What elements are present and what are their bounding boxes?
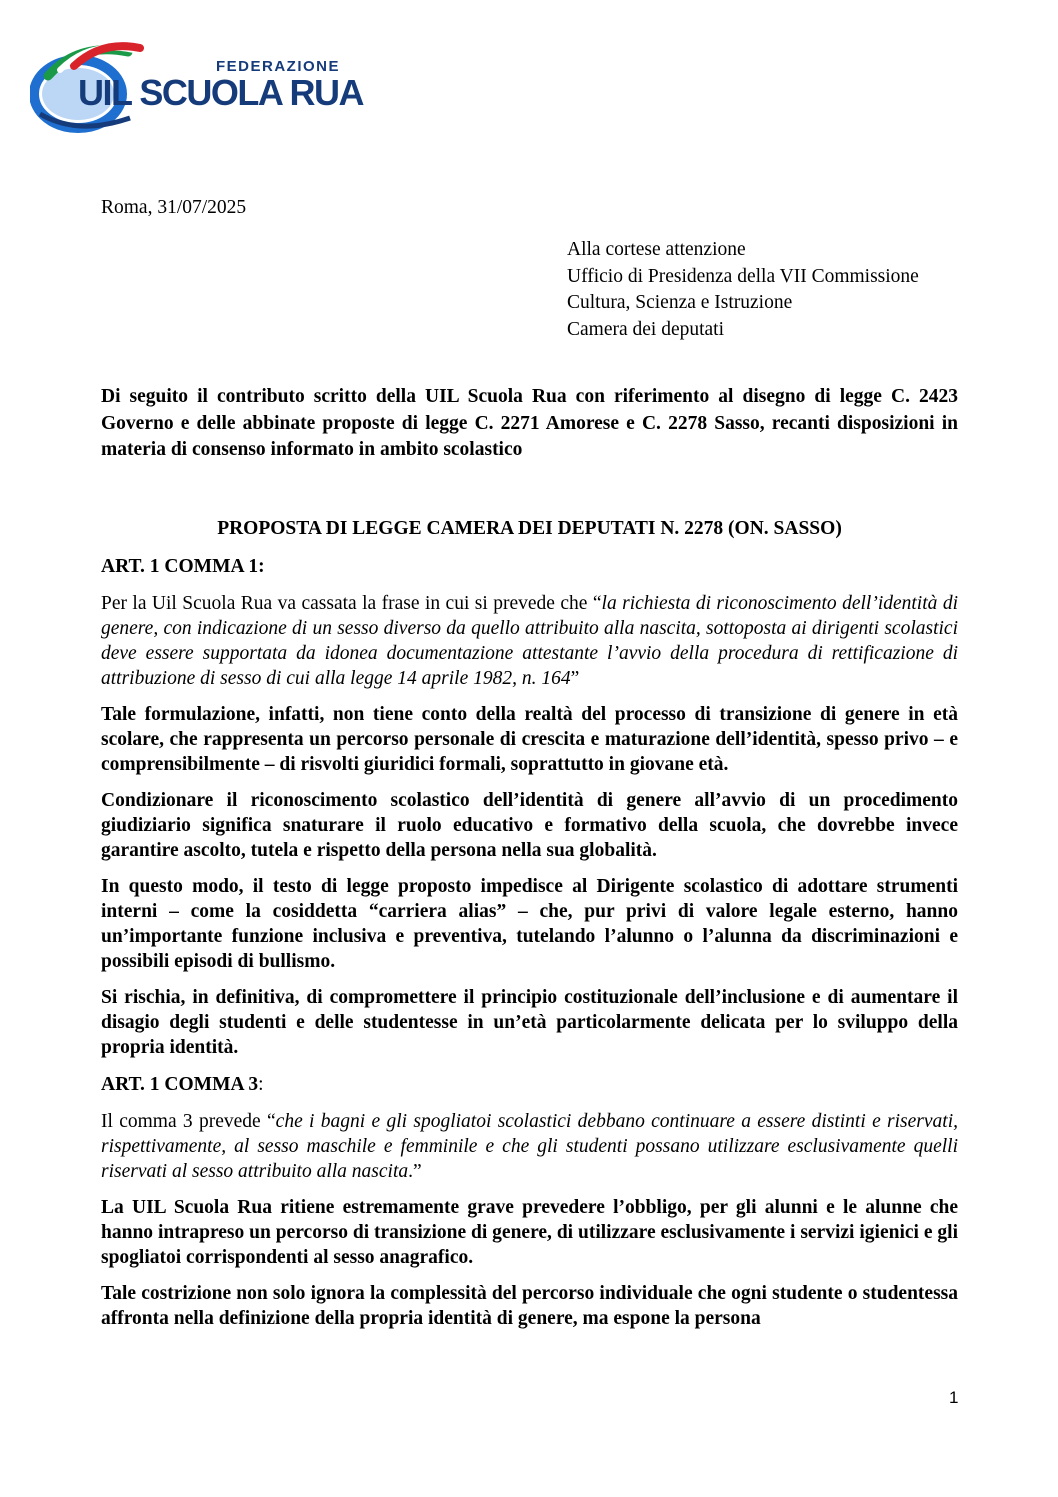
intro-paragraph: Di seguito il contributo scritto della UIL Scuola Rua con riferimento al disegno di legge C. 2423 Governo e delle abbinate proposte di legge C. 2271 Amorese e C. 2278 Sasso, recanti disposizioni in materia di consenso informato in ambito scolastico bbox=[101, 386, 958, 460]
art1-paragraph: Si rischia, in definitiva, di compromettere il principio costituzionale dell’inclusione e di aumentare il disagio degli studenti e delle studentesse in un’età particolarmente delicata per lo sviluppo della propria identità. bbox=[101, 986, 958, 1058]
art1-quote-paragraph bbox=[101, 591, 958, 691]
art-heading-text: ART. 1 COMMA 3 bbox=[101, 1073, 259, 1095]
address-line: Ufficio di Presidenza della VII Commissione bbox=[567, 265, 919, 287]
art1-paragraph: Condizionare il riconoscimento scolastico dell’identità di genere all’avvio di un procedimento giudiziario significa snaturare il ruolo educativo e formativo della scuola, che dovrebbe invece garantire ascolto, tutela e rispetto della persona nella sua globalità. bbox=[101, 789, 958, 861]
address-line: Camera dei deputati bbox=[567, 318, 725, 340]
recipient-address bbox=[567, 237, 919, 343]
logo-brand-text: UIL SCUOLA RUA bbox=[78, 72, 363, 113]
quote-close: ” bbox=[570, 667, 580, 689]
art1-paragraph: Tale formulazione, infatti, non tiene conto della realtà del processo di transizione di genere in età scolare, che rappresenta un percorso personale di crescita e maturazione dell’identità, spesso privo – e comprensibilmente – di risvolti giuridici formali, soprattutto in giovane età. bbox=[101, 703, 958, 775]
address-line: Cultura, Scienza e Istruzione bbox=[567, 292, 793, 313]
letter-body bbox=[101, 384, 958, 1331]
quote-intro: Per la Uil Scuola Rua va cassata la frase in cui si prevede che “ bbox=[101, 592, 602, 614]
art-heading-comma-1: ART. 1 COMMA 1: bbox=[101, 555, 265, 577]
art1-paragraph: In questo modo, il testo di legge proposto impedisce al Dirigente scolastico di adottare strumenti interni – come la cosiddetta “carriera alias” – che, pur privi di valore legale esterno, hanno un’importante funzione inclusiva e preventiva, tutelando l’alunno o l’alunna da discriminazioni e possibili episodi di bullismo. bbox=[101, 875, 958, 972]
quote-intro: Il comma 3 prevede “ bbox=[101, 1110, 276, 1132]
letter-date: Roma, 31/07/2025 bbox=[101, 197, 247, 218]
logo-federazione-text: FEDERAZIONE bbox=[216, 58, 341, 75]
art-heading-colon: : bbox=[258, 1073, 264, 1095]
uil-scuola-rua-logo bbox=[30, 36, 363, 136]
art-heading-comma-3 bbox=[101, 1072, 958, 1098]
quote-close: .” bbox=[408, 1160, 422, 1182]
address-line: Alla cortese attenzione bbox=[567, 239, 746, 260]
art3-paragraph: La UIL Scuola Rua ritiene estremamente grave prevedere l’obbligo, per gli alunni e le alunne che hanno intrapreso un percorso di transizione di genere, di utilizzare esclusivamente i servizi igienici e gli spogliatoi corrispondenti al sesso anagrafico. bbox=[101, 1196, 958, 1268]
quote-text: che i bagni e gli spogliatoi scolastici debbano continuare a essere distinti e riservati, rispettivamente, al sesso maschile e femminile e che gli studenti possano utilizzare esclusivamente quelli riservati al sesso attribuito alla nascita bbox=[101, 1110, 958, 1182]
quote-text: la richiesta di riconoscimento dell’identità di genere, con indicazione di un sesso diverso da quello attribuito alla nascita, sottoposta ai dirigenti scolastici deve essere supportata da idonea documentazione attestante l’avvio della procedura di rettificazione di attribuzione di sesso di cui alla legge 14 aprile 1982, n. 164 bbox=[101, 592, 958, 689]
section-title: PROPOSTA DI LEGGE CAMERA DEI DEPUTATI N. 2278 (ON. SASSO) bbox=[217, 517, 842, 539]
art3-quote-paragraph bbox=[101, 1109, 958, 1184]
art3-paragraph: Tale costrizione non solo ignora la complessità del percorso individuale che ogni studente o studentessa affronta nella definizione della propria identità di genere, ma espone la persona bbox=[101, 1282, 958, 1329]
page-number: 1 bbox=[949, 1388, 959, 1407]
